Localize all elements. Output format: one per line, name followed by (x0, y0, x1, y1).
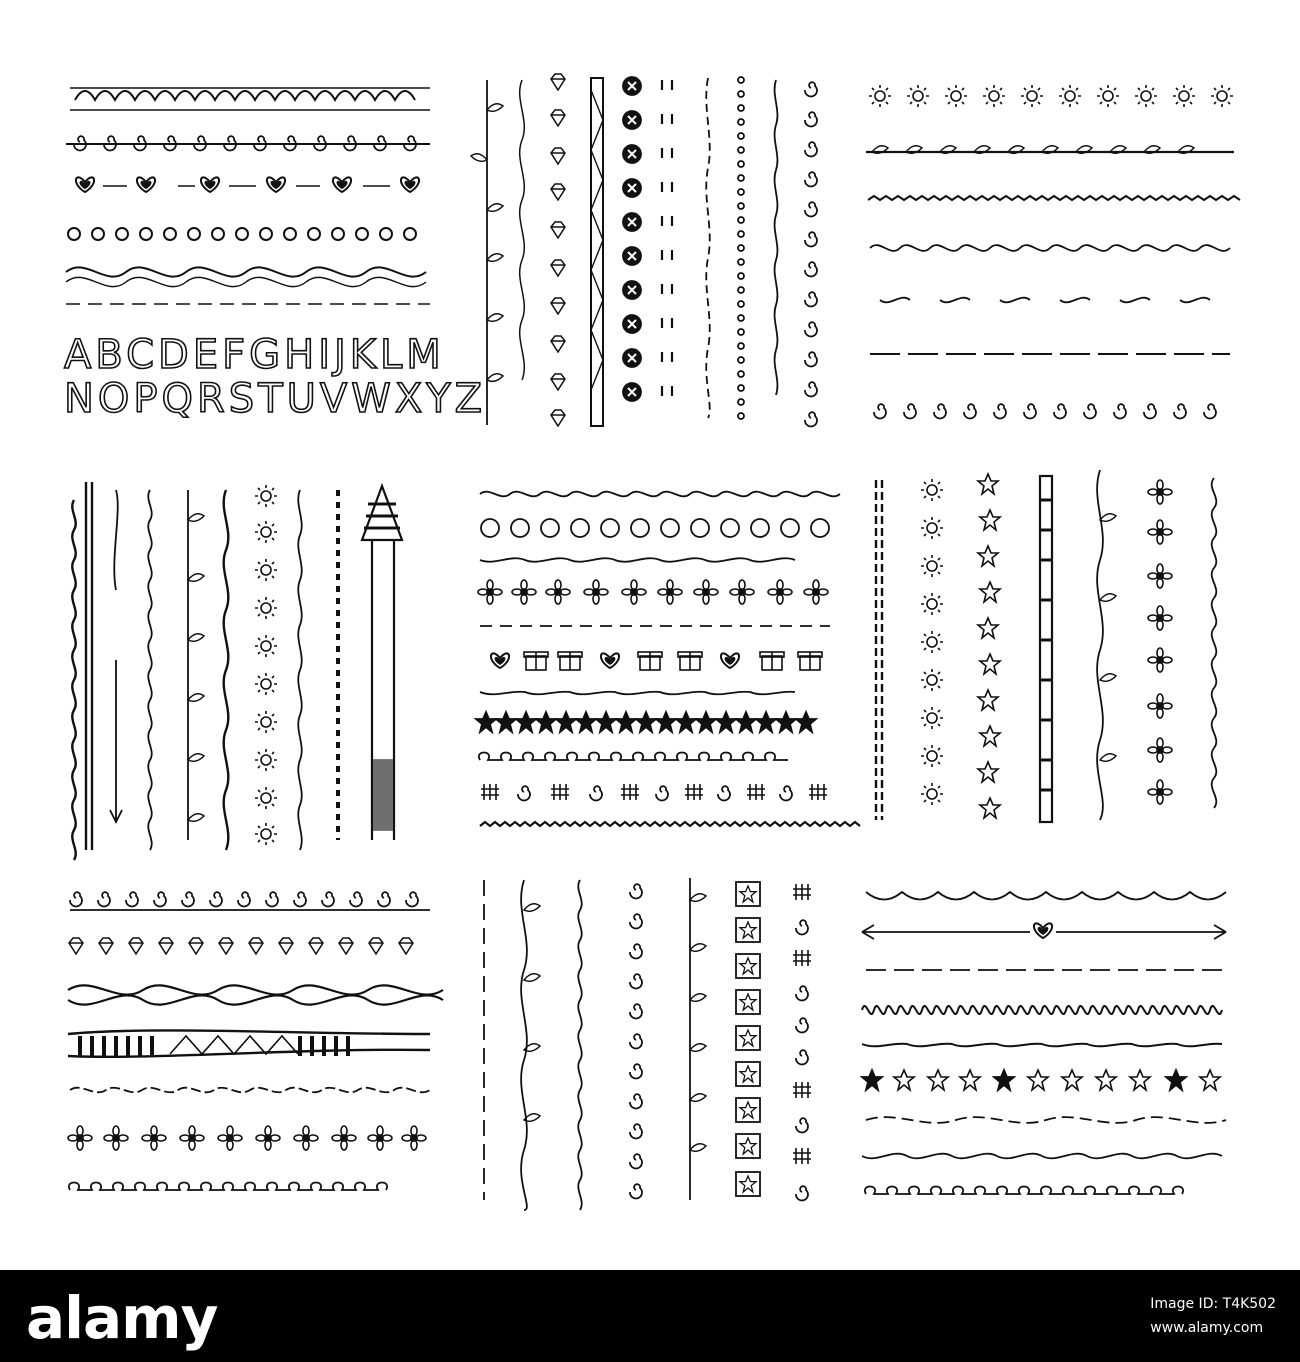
alphabet-row-2: NOPQRSTUVWXYZ (64, 376, 487, 422)
watermark-meta (1150, 1292, 1276, 1340)
block-bottom-center (484, 878, 811, 1210)
block-top-right (866, 85, 1240, 418)
block-middle-left (72, 482, 402, 860)
alphabet-row-1: ABCDEFGHIJKLM (64, 332, 445, 378)
block-center (476, 492, 860, 826)
block-bottom-left (68, 892, 443, 1190)
block-middle-right (876, 470, 1216, 822)
image-id: Image ID: T4K502 (1150, 1296, 1276, 1312)
block-top-left (66, 88, 430, 304)
watermark-bar (0, 1270, 1300, 1362)
alamy-logo: alamy (26, 1284, 218, 1352)
block-bottom-right (862, 892, 1230, 1194)
site-url: www.alamy.com (1150, 1320, 1264, 1336)
block-top-center (471, 74, 817, 426)
